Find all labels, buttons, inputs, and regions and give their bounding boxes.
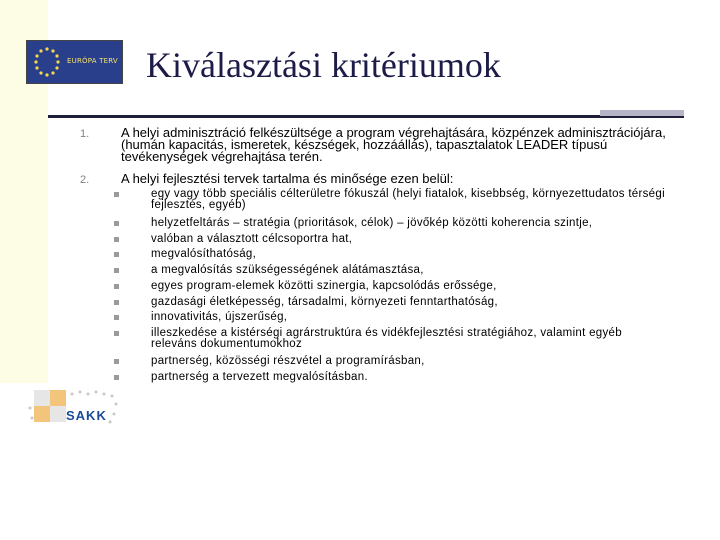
square-bullet-icon xyxy=(114,359,119,364)
square-bullet-icon xyxy=(114,221,119,226)
list-item-text: valóban a választott célcsoportra hat, xyxy=(151,233,353,245)
list-item-text: partnerség, közösségi részvétel a programírásban, xyxy=(151,355,425,367)
list-item-text: megvalósíthatóság, xyxy=(151,248,257,260)
list-item-text: innovativitás, újszerűség, xyxy=(151,311,288,323)
square-bullet-icon xyxy=(114,268,119,273)
square-bullet-icon xyxy=(114,300,119,305)
title-divider xyxy=(48,115,684,118)
item-number: 2. xyxy=(80,174,90,186)
logo-text: EURÓPA TERV xyxy=(67,57,118,65)
list-item-text: egy vagy több speciális célterületre fókuszál (helyi fiatalok, kisebbség, környezettudatos térségi fejlesztés, egyéb) xyxy=(151,188,665,211)
title-divider-accent xyxy=(600,110,684,116)
list-item-text: a megvalósítás szükségességének alátámasztása, xyxy=(151,264,424,276)
sakk-logo-text: SAKK xyxy=(66,408,107,423)
slide-title: Kiválasztási kritériumok xyxy=(146,45,501,85)
square-bullet-icon xyxy=(114,284,119,289)
item-text: A helyi fejlesztési tervek tartalma és minősége ezen belül: xyxy=(121,171,454,186)
list-item-text: egyes program-elemek közötti szinergia, kapcsolódás erőssége, xyxy=(151,280,497,292)
square-bullet-icon xyxy=(114,252,119,257)
list-item-text: helyzetfeltárás – stratégia (prioritások, célok) – jövőkép közötti koherencia szintje, xyxy=(151,217,593,229)
item-text: A helyi adminisztráció felkészültsége a program végrehajtására, közpénzek adminisztrációjára, (humán kapacitás, ismeretek, készségek, hozzáállás), tapasztalatok LEADER típusú tevékenységek végrehajtása terén. xyxy=(121,125,666,164)
list-item-text: gazdasági életképesség, társadalmi, környezeti fenntarthatóság, xyxy=(151,296,498,308)
square-bullet-icon xyxy=(114,237,119,242)
item-number: 1. xyxy=(80,128,90,140)
europa-terv-logo xyxy=(26,40,123,84)
square-bullet-icon xyxy=(114,375,119,380)
sakk-logo xyxy=(28,388,124,428)
square-bullet-icon xyxy=(114,331,119,336)
list-item-text: illeszkedése a kistérségi agrárstruktúra és vidékfejlesztési stratégiához, valamint egyéb releváns dokumentumokhoz xyxy=(151,327,622,350)
square-bullet-icon xyxy=(114,315,119,320)
list-item-text: partnerség a tervezett megvalósításban. xyxy=(151,371,368,383)
square-bullet-icon xyxy=(114,192,119,197)
